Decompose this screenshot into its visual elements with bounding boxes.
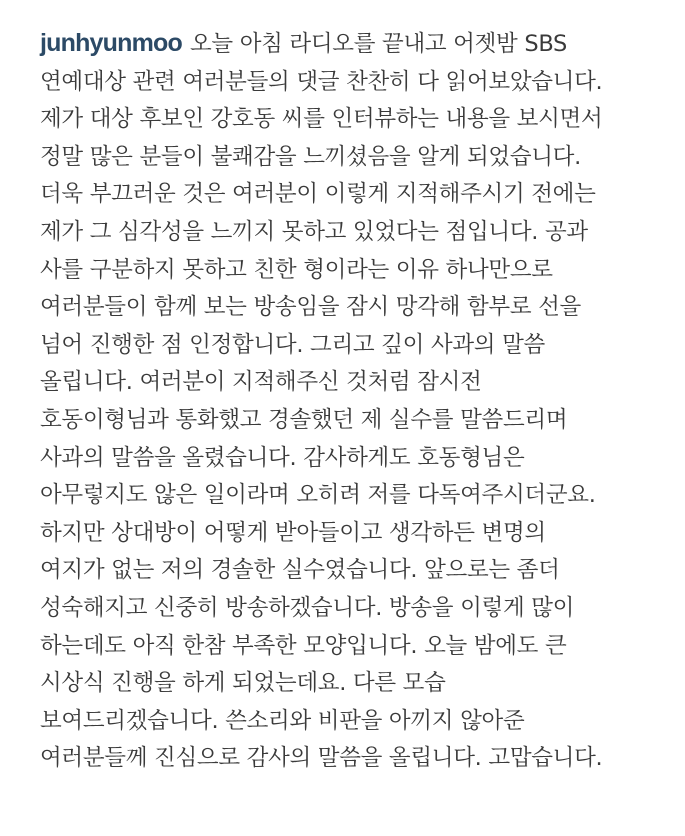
caption-line-17: 하는데도 아직 한참 부족한 모양입니다. 오늘 밤에도 큰 [40,632,567,659]
caption-line-18: 시상식 진행을 하게 되었는데요. 다른 모습 [40,670,446,697]
caption-line-4: 정말 많은 분들이 불쾌감을 느끼셨음을 알게 되었습니다. [40,143,581,170]
caption-line-2: 연예대상 관련 여러분들의 댓글 찬찬히 다 읽어보았습니다. [40,68,603,95]
caption-line-10: 올립니다. 여러분이 지적해주신 것처럼 잠시전 [40,369,482,396]
caption-line-6: 제가 그 심각성을 느끼지 못하고 있었다는 점입니다. 공과 [40,218,588,245]
caption-line-16: 성숙해지고 신중히 방송하겠습니다. 방송을 이렇게 많이 [40,594,575,621]
caption-text: 오늘 아침 라디오를 끝내고 어젯밤 SBS [189,31,568,57]
username-link[interactable]: junhyunmoo [40,29,182,57]
caption-line-5: 더욱 부끄러운 것은 여러분이 이렇게 지적해주시기 전에는 [40,181,596,208]
caption-line-19: 보여드리겠습니다. 쓴소리와 비판을 아끼지 않아준 [40,707,525,734]
caption-line-3: 제가 대상 후보인 강호동 씨를 인터뷰하는 내용을 보시면서 [40,106,603,133]
caption-line-8: 여러분들이 함께 보는 방송임을 잠시 망각해 함부로 선을 [40,294,581,321]
caption-line-12: 사과의 말씀을 올렸습니다. 감사하게도 호동형님은 [40,444,525,471]
caption-line-14: 하지만 상대방이 어떻게 받아들이고 생각하든 변명의 [40,519,546,546]
caption-line-9: 넘어 진행한 점 인정합니다. 그리고 깊이 사과의 말씀 [40,331,545,358]
caption-line-15: 여지가 없는 저의 경솔한 실수였습니다. 앞으로는 좀더 [40,557,560,584]
caption-line-1 [40,25,680,64]
caption-line-20: 여러분들께 진심으로 감사의 말씀을 올립니다. 고맙습니다. [40,745,603,772]
caption-line-13: 아무렇지도 않은 일이라며 오히려 저를 다독여주시더군요. [40,482,596,509]
caption-line-11: 호동이형님과 통화했고 경솔했던 제 실수를 말씀드리며 [40,406,568,433]
caption-line-7: 사를 구분하지 못하고 친한 형이라는 이유 하나만으로 [40,256,553,283]
post-caption [40,25,680,778]
